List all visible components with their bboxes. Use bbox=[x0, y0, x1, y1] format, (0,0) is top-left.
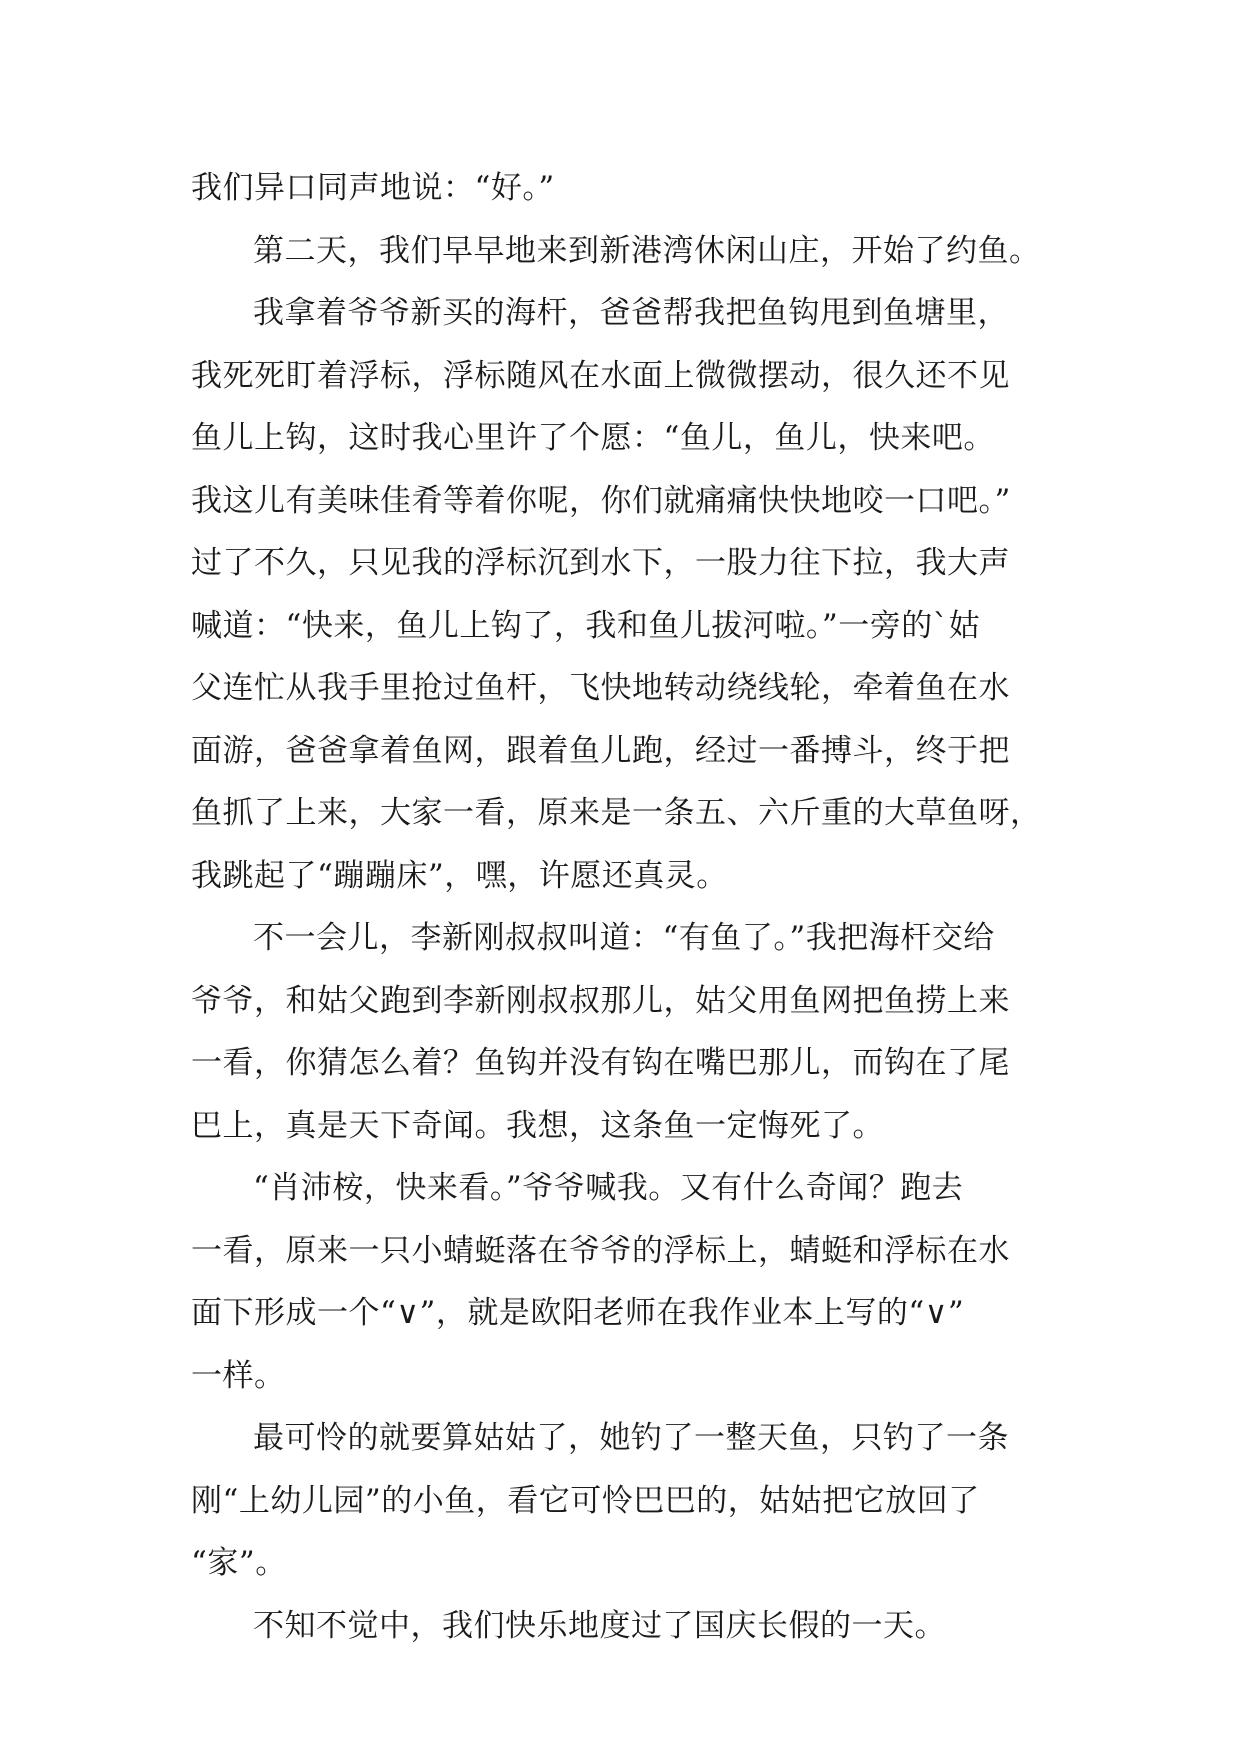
paragraph-start-line: 不一会儿，李新刚叔叔叫道：“有鱼了。”我把海杆交给 bbox=[253, 920, 995, 956]
text-line: 巴上，真是天下奇闻。我想，这条鱼一定悔死了。 bbox=[191, 1107, 884, 1144]
paragraph-start-line: “肖沛桉，快来看。”爷爷喊我。又有什么奇闻？跑去 bbox=[253, 1170, 964, 1206]
text-line: 我死死盯着浮标，浮标随风在水面上微微摆动，很久还不见 bbox=[191, 357, 1010, 394]
paragraph-start-line: 我拿着爷爷新买的海杆，爸爸帮我把鱼钩甩到鱼塘里， bbox=[253, 295, 1009, 331]
text-line: 鱼儿上钩，这时我心里许了个愿：“鱼儿，鱼儿，快来吧。 bbox=[191, 420, 995, 456]
text-line: 喊道：“快来，鱼儿上钩了，我和鱼儿拔河啦。”一旁的`姑 bbox=[191, 607, 981, 644]
text-line: 我这儿有美味佳肴等着你呢，你们就痛痛快快地咬一口吧。” bbox=[191, 482, 1011, 519]
text-line: 我们异口同声地说：“好。” bbox=[191, 170, 555, 206]
text-line: 面下形成一个“∨”，就是欧阳老师在我作业本上写的“∨” bbox=[191, 1295, 965, 1331]
text-line: “家”。 bbox=[191, 1545, 287, 1581]
text-line: 一样。 bbox=[191, 1357, 286, 1394]
text-line: 一看，你猜怎么着？鱼钩并没有钩在嘴巴那儿，而钩在了尾 bbox=[191, 1045, 1010, 1081]
text-line: 一看，原来一只小蜻蜓落在爷爷的浮标上，蜻蜓和浮标在水 bbox=[191, 1232, 1010, 1269]
paragraph-start-line: 最可怜的就要算姑姑了，她钓了一整天鱼，只钓了一条 bbox=[253, 1420, 1009, 1456]
text-line: 鱼抓了上来，大家一看，原来是一条五、六斤重的大草鱼呀， bbox=[191, 795, 1042, 831]
text-line: 面游，爸爸拿着鱼网，跟着鱼儿跑，经过一番搏斗，终于把 bbox=[191, 732, 1010, 769]
text-line: 我跳起了“蹦蹦床”，嘿，许愿还真灵。 bbox=[191, 857, 728, 894]
text-line: 爷爷，和姑父跑到李新刚叔叔那儿，姑父用鱼网把鱼捞上来 bbox=[191, 982, 1010, 1019]
essay-body bbox=[191, 157, 1061, 1657]
text-line: 父连忙从我手里抢过鱼杆，飞快地转动绕线轮，牵着鱼在水 bbox=[191, 670, 1010, 706]
paragraph-start-line: 第二天，我们早早地来到新港湾休闲山庄，开始了约鱼。 bbox=[253, 232, 1041, 269]
text-line: 过了不久，只见我的浮标沉到水下，一股力往下拉，我大声 bbox=[191, 545, 1010, 581]
paragraph-start-line: 不知不觉中，我们快乐地度过了国庆长假的一天。 bbox=[253, 1607, 946, 1644]
text-line: 刚“上幼儿园”的小鱼，看它可怜巴巴的，姑姑把它放回了 bbox=[191, 1482, 980, 1519]
